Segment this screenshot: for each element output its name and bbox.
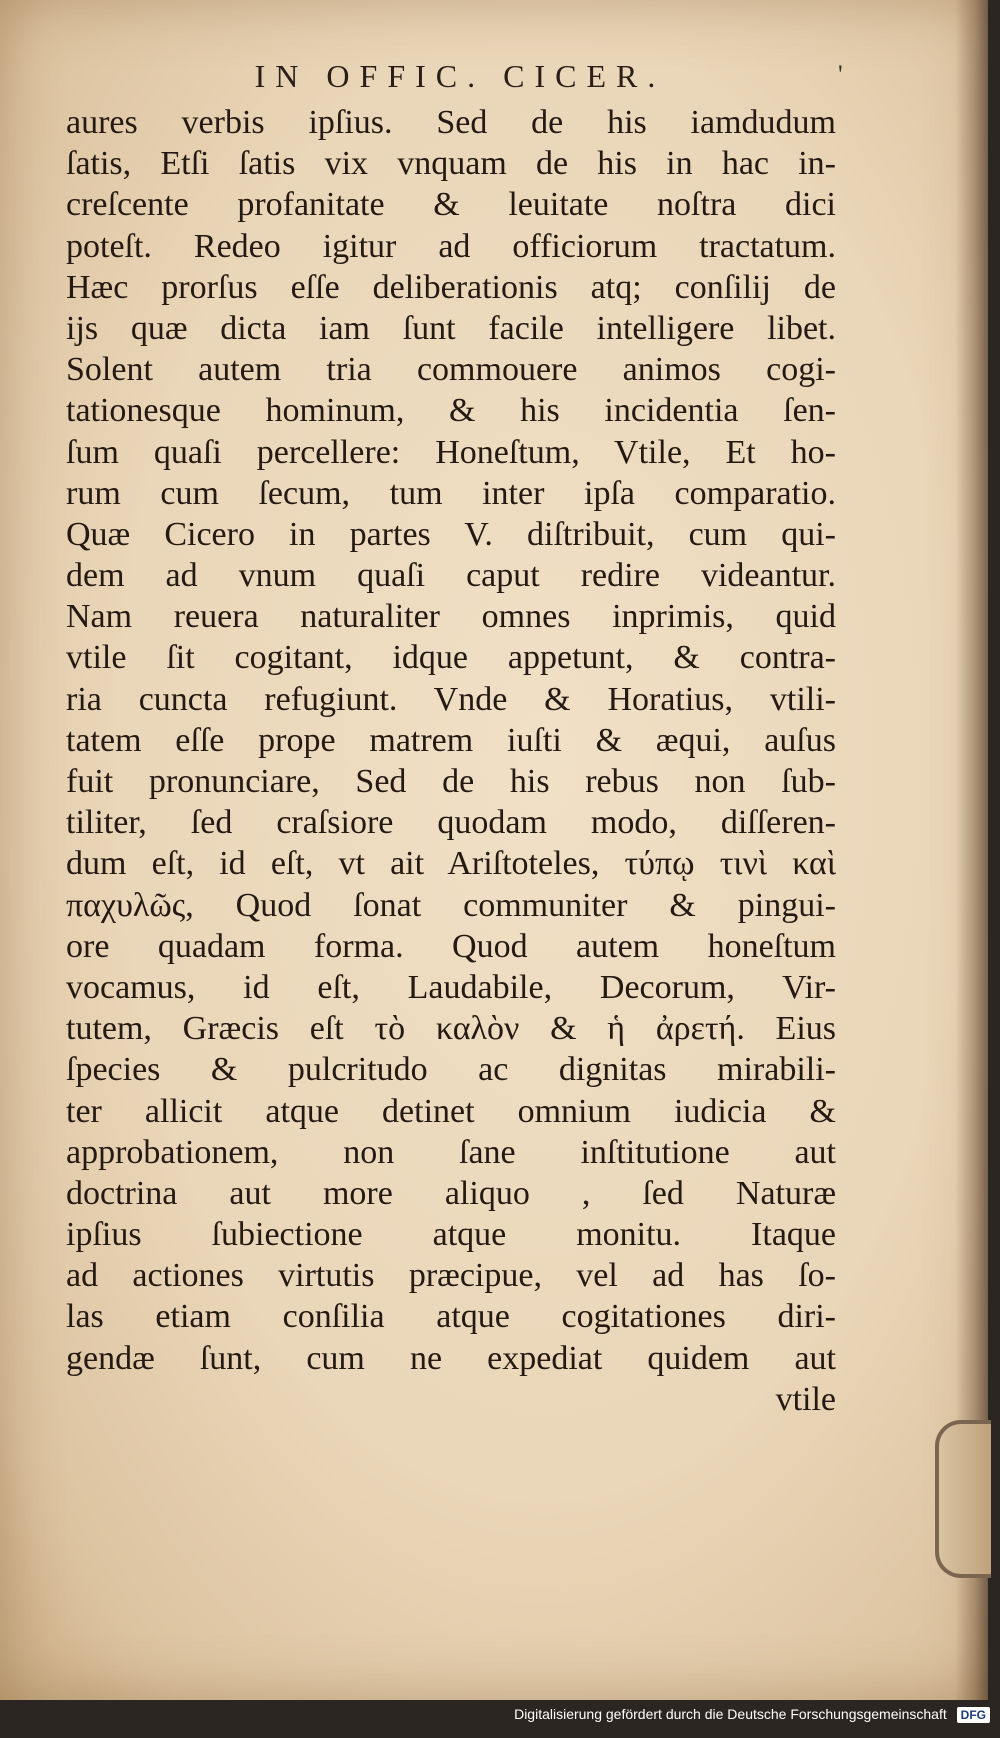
text-line: creſcente profanitate & leuitate noſtra dici	[66, 186, 836, 224]
catchword: vtile	[775, 1380, 836, 1418]
text-line: tiliter, ſed craſsiore quodam modo, diſſeren-	[66, 804, 836, 842]
text-line: ſpecies & pulcritudo ac dignitas mirabili-	[66, 1051, 836, 1089]
text-line: Quæ Cicero in partes V. diſtribuit, cum qui-	[66, 515, 836, 553]
text-line: vtile ſit cogitant, idque appetunt, & contra-	[66, 639, 836, 677]
text-line: fuit pronunciare, Sed de his rebus non ſub-	[66, 763, 836, 800]
text-line: las etiam conſilia atque cogitationes diri-	[66, 1298, 836, 1336]
text-line: Hæc prorſus eſſe deliberationis atq; conſilij de	[66, 268, 836, 306]
text-line: gendæ ſunt, cum ne expediat quidem aut	[66, 1339, 836, 1377]
text-line: παχυλῶς, Quod ſonat communiter & pingui-	[66, 886, 836, 924]
text-line: poteſt. Redeo igitur ad officiorum tractatum.	[66, 227, 836, 265]
text-line: ſum quaſi percellere: Honeſtum, Vtile, Et ho-	[66, 433, 836, 471]
text-line: dum eſt, id eſt, vt ait Ariſtoteles, τύπῳ τινὶ καὶ	[66, 845, 836, 883]
text-line: ipſius ſubiectione atque monitu. Itaque	[66, 1216, 836, 1254]
text-line: tatem eſſe prope matrem iuſti & æqui, auſus	[66, 721, 836, 759]
text-line: ad actiones virtutis præcipue, vel ad has ſo-	[66, 1257, 836, 1295]
dfg-logo: DFG	[957, 1707, 990, 1723]
text-line: Solent autem tria commouere animos cogi-	[66, 351, 836, 389]
text-block	[66, 102, 836, 1420]
text-line: ſatis, Etſi ſatis vix vnquam de his in hac in-	[66, 145, 836, 183]
text-line: approbationem, non ſane inſtitutione aut	[66, 1133, 836, 1171]
text-line: rum cum ſecum, tum inter ipſa comparatio.	[66, 474, 836, 512]
text-line: vocamus, id eſt, Laudabile, Decorum, Vir-	[66, 968, 836, 1006]
text-line: tationesque hominum, & his incidentia ſen-	[66, 392, 836, 430]
digitization-footer	[0, 1706, 990, 1732]
footer-credit: Digitalisierung gefördert durch die Deutsche Forschungsgemeinschaft	[514, 1706, 947, 1722]
text-line: ter allicit atque detinet omnium iudicia &	[66, 1092, 836, 1130]
text-line: aures verbis ipſius. Sed de his iamdudum	[66, 104, 836, 141]
text-line: ria cuncta refugiunt. Vnde & Horatius, vtili-	[66, 680, 836, 718]
text-line: dem ad vnum quaſi caput redire videantur.	[66, 557, 836, 595]
text-line: Nam reuera naturaliter omnes inprimis, quid	[66, 598, 836, 636]
page-mark: '	[838, 60, 843, 89]
text-line: ore quadam forma. Quod autem honeſtum	[66, 927, 836, 965]
page-tab-edge	[935, 1420, 991, 1578]
text-line: tutem, Græcis eſt τὸ καλὸν & ἡ ἀρετή. Eius	[66, 1010, 836, 1048]
text-line: ijs quæ dicta iam ſunt facile intelligere libet.	[66, 309, 836, 347]
running-head: IN OFFIC. CICER.	[254, 58, 666, 94]
text-line: doctrina aut more aliquo , ſed Naturæ	[66, 1174, 836, 1212]
